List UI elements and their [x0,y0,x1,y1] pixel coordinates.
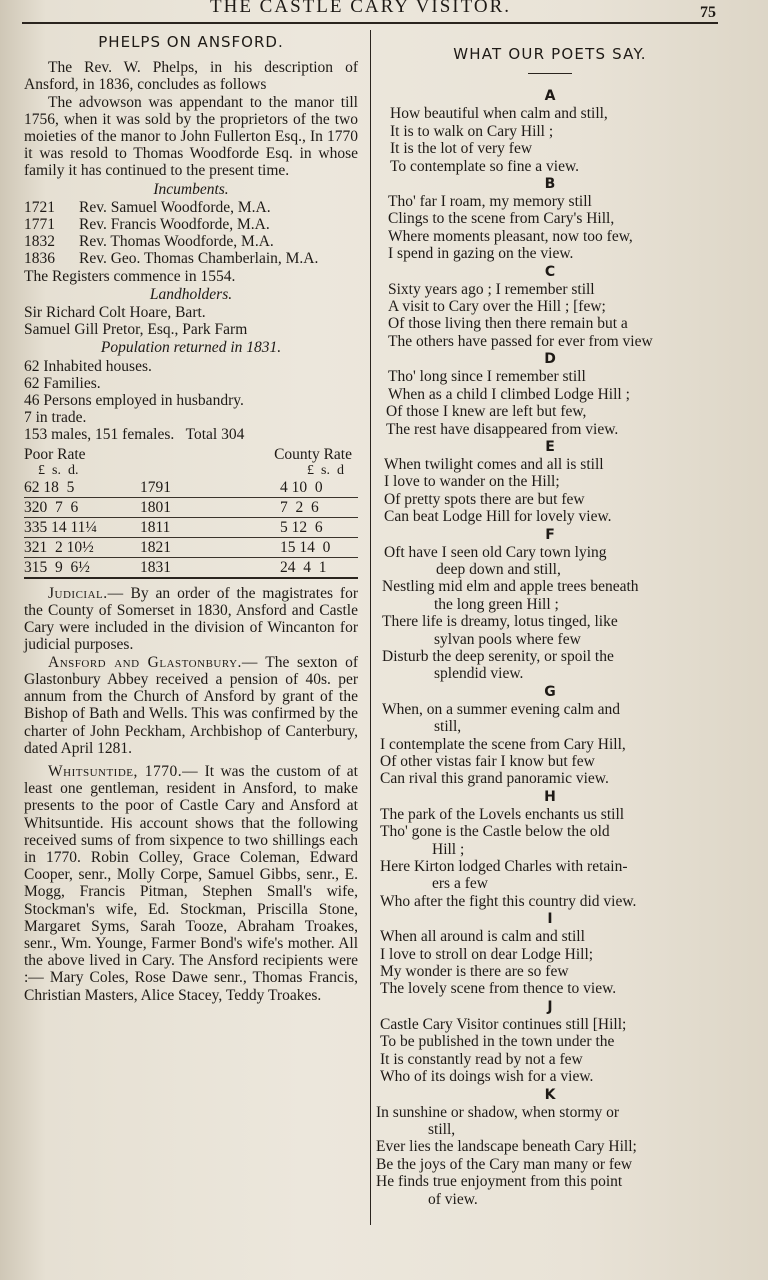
poem-stanza [380,911,720,998]
incumbent-year: 1836 [24,250,55,268]
advowson-paragraph: The advowson was appendant to the manor till 1756, when it was sold by the proprietors of the two moieties of the manor to John Fullerton Esq., In 1770 it was resold to Thomas Woodforde Esq. in whose family it has continued to the present time. [24,93,358,180]
right-column [376,40,720,1209]
poem-line: In sunshine or shadow, when stormy or [376,1103,620,1121]
rates-table [24,446,358,579]
poem-line: Clings to the scene from Cary's Hill, [388,210,615,228]
incumbent-row [24,233,358,250]
stanza-letter: G [544,683,556,700]
poor-rate-value: 320 7 6 [24,498,79,516]
poem-line: sylvan pools where few [434,630,581,648]
whitsuntide-text: It was the custom of at least one gentleman, resident in Ansford, to make presents to the poor of Castle Cary and Ansford at Whitsuntide. His account shows that the following received sums of from sixpence to two shillings each in 1770. Robin Colley, Grace Coleman, Edward Cooper, senr., Molly Corpe, Samuel Gibbs, senr., E. Mogg, Francis Pitman, Stephen Small's wife, Stockman's wife, Ed. Stockman, Priscilla Stone, Margaret Syms, Sarah Tooze, Abraham Troakes, senr., Wm. Younge, Farmer Bond's wife's mother. All the above lived in Cary. The Ansford recipients were :— Mary Coles, Rose Dawe senr., Thomas Francis, Christian Masters, Alice Stacey, Teddy Troakes. [24,762,358,1004]
stanza-letter: K [544,1086,556,1103]
poem-line: When, on a summer evening calm and [382,700,621,718]
poem-line: When twilight comes and all is still [384,455,604,473]
poem-line: Nestling mid elm and apple trees beneath [382,578,639,596]
poem-line: I love to stroll on dear Lodge Hill; [380,945,594,963]
county-rate-value: 5 12 6 [280,518,323,536]
poem-stanza [380,351,720,438]
poem-line: I love to wander on the Hill; [384,473,560,491]
poor-rate-units: £ s. d. [38,462,79,478]
poem-stanza [380,684,720,788]
intro-paragraph: The Rev. W. Phelps, in his description of Ansford, in 1836, concludes as follows [24,59,358,94]
poem-line: When as a child I climbed Lodge Hill ; [388,385,630,403]
stanza-letter: B [544,176,556,193]
incumbent-name: Rev. Thomas Woodforde, M.A. [79,233,274,251]
poor-rate-value: 335 14 11¼ [24,518,98,536]
incumbents-list [24,199,358,268]
poets-heading-rule [528,73,572,74]
poem-line: Ever lies the landscape beneath Cary Hill; [376,1138,637,1156]
poem-line: of view. [428,1190,478,1208]
poem-line: Be the joys of the Cary man many or few [376,1155,633,1173]
poem-line: It is constantly read by not a few [380,1050,583,1068]
incumbent-name: Rev. Geo. Thomas Chamberlain, M.A. [79,250,319,268]
county-rate-value: 4 10 0 [280,478,323,496]
stanza-letter: H [544,788,556,805]
poem-line: It is to walk on Cary Hill ; [390,122,554,140]
poor-rate-value: 315 9 6½ [24,558,90,576]
poem-line: Can rival this grand panoramic view. [380,770,609,788]
poem-stanzas [376,88,720,1208]
poem-line: The park of the Lovels enchants us still [380,805,625,823]
judicial-paragraph [24,585,358,654]
landholder-line: Samuel Gill Pretor, Esq., Park Farm [24,321,248,339]
poem-line: When all around is calm and still [380,928,585,946]
poem-line: still, [434,718,462,736]
poem-line: Who of its doings wish for a view. [380,1068,594,1086]
poem-line: Of pretty spots there are but few [384,490,585,508]
rate-row [24,558,358,579]
registers-line: The Registers commence in 1554. [24,267,236,285]
poem-line: Of other vistas fair I know but few [380,753,595,770]
whitsuntide-title: Whitsuntide, 1770.— [48,762,199,780]
incumbent-name: Rev. Samuel Woodforde, M.A. [79,198,271,216]
poem-stanza [380,999,720,1086]
glastonbury-title: Ansford and Glastonbury.— [48,653,258,671]
rate-row [24,478,358,498]
poem-line: It is the lot of very few [390,140,533,158]
population-heading: Population returned in 1831. [100,339,282,357]
rate-row [24,518,358,538]
incumbent-year: 1721 [24,198,55,216]
poem-line: I contemplate the scene from Cary Hill, [380,735,626,753]
poor-rate-value: 321 2 10½ [24,538,94,556]
poem-line: How beautiful when calm and still, [390,105,608,123]
landholders-heading: Landholders. [149,285,233,303]
rates-units [24,463,358,478]
running-head: THE CASTLE CARY VISITOR. [210,0,512,17]
poets-heading: WHAT OUR POETS SAY. [453,45,647,63]
rates-header [24,446,358,463]
poem-stanza [380,789,720,910]
judicial-title: Judicial.— [48,584,124,602]
incumbent-row [24,216,358,233]
rate-year: 1831 [140,558,171,576]
county-rate-label: County Rate [274,445,352,463]
rate-year: 1791 [140,478,171,496]
poem-stanza [380,527,720,683]
judicial-text: By an order of the magistrates for the County of Somerset in 1830, Ansford and Castle Cary were included in the division of Wincanton for judicial purposes. [24,584,358,654]
poem-line: Can beat Lodge Hill for lovely view. [384,508,612,526]
poem-line: Castle Cary Visitor continues still [Hill; [380,1015,627,1033]
poem-line: He finds true enjoyment from this point [376,1173,623,1191]
poem-line: To contemplate so fine a view. [390,157,580,175]
poor-rate-label: Poor Rate [24,445,86,463]
stanza-letter: E [545,438,555,455]
incumbents-heading: Incumbents. [153,180,229,198]
poem-line: Oft have I seen old Cary town lying [384,543,607,561]
population-total-line: 153 males, 151 females. Total 304 [24,426,245,444]
county-rate-value: 15 14 0 [280,538,331,556]
population-line: 62 Families. [24,374,101,392]
poem-line: Sixty years ago ; I remember still [388,280,595,298]
stanza-letter: C [544,263,556,280]
poem-stanza [376,1086,720,1208]
poem-line: Where moments pleasant, now too few, [388,227,633,245]
left-column [24,32,358,1004]
poem-line: Of those living then there remain but a [388,315,628,333]
stanza-letter: D [544,351,556,368]
poem-line: I spend in gazing on the view. [388,245,574,263]
poem-line: the long green Hill ; [434,595,559,613]
rate-year: 1811 [140,518,171,536]
poem-line: There life is dreamy, lotus tinged, like [382,613,618,631]
poem-line: To be published in the town under the [380,1033,615,1051]
stanza-letter: I [547,911,553,928]
poem-stanza [380,88,720,175]
poem-line: Tho' far I roam, my memory still [388,193,592,211]
incumbent-name: Rev. Francis Woodforde, M.A. [79,216,270,234]
incumbent-year: 1832 [24,233,55,251]
poem-stanza [380,439,720,526]
poem-line: Here Kirton lodged Charles with retain- [380,858,628,876]
poor-rate-value: 62 18 5 [24,478,75,496]
poem-line: My wonder is there are so few [380,963,569,981]
population-line: 7 in trade. [24,409,87,427]
poem-stanza [380,264,720,351]
poem-line: The rest have disappeared from view. [386,420,619,438]
poem-line: deep down and still, [436,560,561,578]
poem-line: Disturb the deep serenity, or spoil the [382,647,614,665]
poem-line: still, [428,1120,456,1138]
county-rate-value: 7 2 6 [280,498,319,516]
stanza-letter: J [547,998,553,1015]
rate-year: 1801 [140,498,171,516]
poem-line: Tho' gone is the Castle below the old [380,823,610,841]
whitsuntide-paragraph [24,763,358,1004]
rate-row [24,538,358,558]
poem-line: Who after the fight this country did view. [380,892,637,910]
poem-line: The others have passed for ever from view [388,332,653,350]
page-number: 75 [700,4,716,21]
stanza-letter: A [544,88,556,105]
population-line: 62 Inhabited houses. [24,357,152,375]
rate-year: 1821 [140,538,171,556]
incumbent-row [24,199,358,216]
column-rule [370,30,371,1225]
incumbent-year: 1771 [24,216,55,234]
poem-line: The lovely scene from thence to view. [380,980,617,998]
phelps-heading: PHELPS ON ANSFORD. [98,33,284,51]
poem-line: Tho' long since I remember still [388,368,586,386]
population-line: 46 Persons employed in husbandry. [24,392,244,410]
poem-line: Of those I knew are left but few, [386,403,587,421]
poem-line: A visit to Cary over the Hill ; [few; [388,298,606,316]
poem-stanza [380,176,720,263]
county-rate-value: 24 4 1 [280,558,327,576]
landholder-line: Sir Richard Colt Hoare, Bart. [24,304,206,322]
top-rule [22,22,718,24]
poem-line: splendid view. [434,665,524,683]
rate-row [24,498,358,518]
poem-line: Hill ; [432,840,465,858]
glastonbury-text: The sexton of Glastonbury Abbey received a pension of 40s. per annum from the Church of Ansford by grant of the Bishop of Bath and Wells. This was confirmed by the charter of John Peckham, Archbishop of Canterbury, dated April 1281. [24,653,358,757]
incumbent-row [24,250,358,267]
county-rate-units: £ s. d [307,462,344,478]
poem-line: ers a few [432,875,488,893]
glastonbury-paragraph [24,654,358,757]
stanza-letter: F [545,526,555,543]
